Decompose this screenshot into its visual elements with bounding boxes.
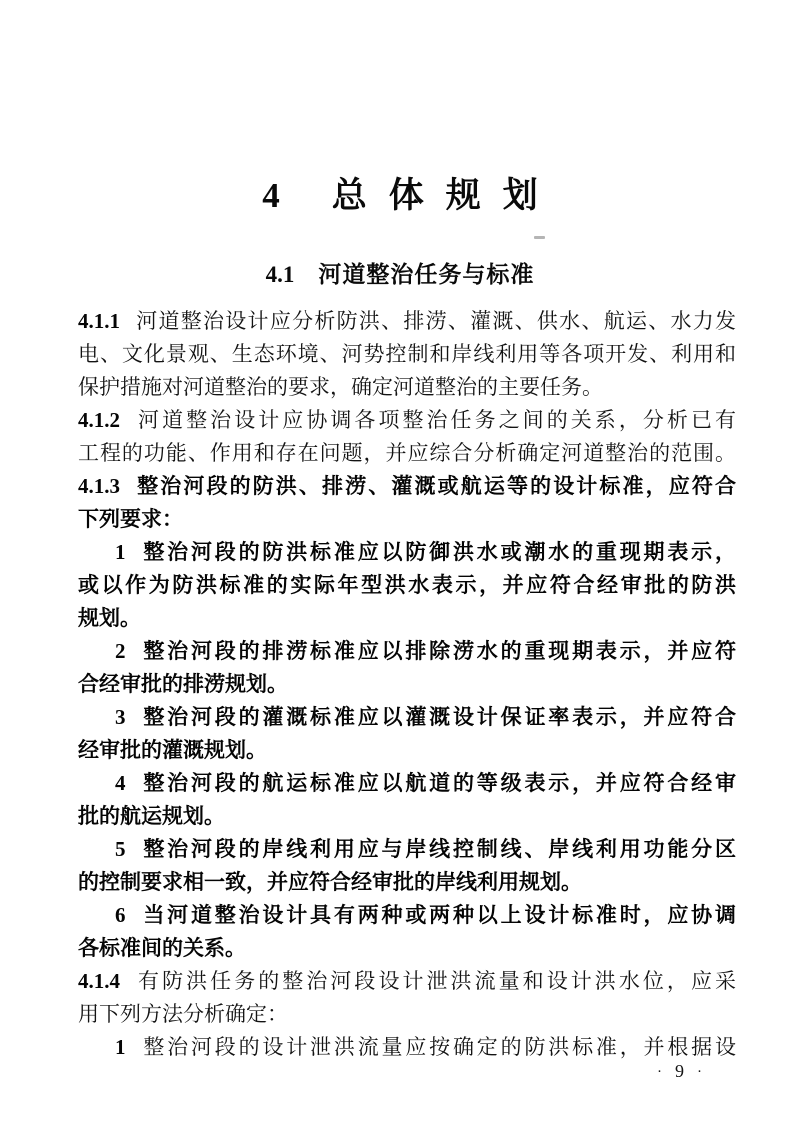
document-body — [78, 305, 736, 1064]
page-number: 9 — [675, 1061, 684, 1081]
line-text: 合经审批的排涝规划。 — [78, 672, 288, 696]
clause-number: 4.1.3 — [78, 474, 120, 498]
line-text: 当河道整治设计具有两种或两种以上设计标准时，应协调 — [140, 903, 736, 927]
clause-number: 6 — [115, 903, 126, 927]
clause-number: 5 — [115, 837, 126, 861]
line-text: 河道整治设计应分析防洪、排涝、灌溉、供水、航运、水力发 — [135, 309, 736, 333]
clause-number: 3 — [115, 705, 126, 729]
clause-number: 2 — [115, 639, 126, 663]
text-line — [78, 602, 736, 635]
chapter-number: 4 — [262, 176, 280, 215]
line-text: 有防洪任务的整治河段设计泄洪流量和设计洪水位，应采 — [135, 969, 736, 993]
line-text: 工程的功能、作用和存在问题，并应综合分析确定河道整治的范围。 — [78, 441, 736, 465]
line-text: 整治河段的航运标准应以航道的等级表示，并应符合经审 — [140, 771, 736, 795]
text-line — [78, 437, 736, 470]
clause-line — [78, 536, 736, 569]
clause-line — [78, 404, 736, 437]
text-line — [78, 800, 736, 833]
line-text: 批的航运规划。 — [78, 804, 225, 828]
line-text: 各标准间的关系。 — [78, 936, 246, 960]
clause-number: 4 — [115, 771, 126, 795]
line-text: 河道整治设计应协调各项整治任务之间的关系，分析已有 — [135, 408, 736, 432]
line-text: 的控制要求相一致，并应符合经审批的岸线利用规划。 — [78, 870, 582, 894]
line-text: 电、文化景观、生态环境、河势控制和岸线利用等各项开发、利用和 — [78, 342, 736, 366]
text-line — [78, 371, 736, 404]
line-text: 整治河段的灌溉标准应以灌溉设计保证率表示，并应符合 — [140, 705, 736, 729]
clause-number: 1 — [115, 540, 126, 564]
section-heading — [0, 256, 800, 289]
clause-line — [78, 965, 736, 998]
clause-line — [78, 701, 736, 734]
text-line — [78, 569, 736, 602]
line-text: 整治河段的排涝标准应以排除涝水的重现期表示，并应符 — [140, 639, 736, 663]
footer-right-dot: · — [697, 1064, 702, 1080]
clause-number: 4.1.4 — [78, 969, 120, 993]
line-text: 用下列方法分析确定： — [78, 1002, 288, 1026]
line-text: 整治河段的防洪、排涝、灌溉或航运等的设计标准，应符合 — [135, 474, 736, 498]
line-text: 下列要求： — [78, 507, 183, 531]
line-text: 整治河段的防洪标准应以防御洪水或潮水的重现期表示， — [140, 540, 736, 564]
section-number: 4.1 — [265, 262, 295, 287]
line-text: 或以作为防洪标准的实际年型洪水表示，并应符合经审批的防洪 — [78, 573, 736, 597]
clause-line — [78, 1031, 736, 1064]
text-line — [78, 338, 736, 371]
text-line — [78, 866, 736, 899]
clause-line — [78, 767, 736, 800]
line-text: 保护措施对河道整治的要求，确定河道整治的主要任务。 — [78, 375, 603, 399]
text-line — [78, 998, 736, 1031]
scan-artifact-mark — [534, 236, 545, 239]
line-text: 整治河段的岸线利用应与岸线控制线、岸线利用功能分区 — [140, 837, 736, 861]
clause-line — [78, 635, 736, 668]
line-text: 经审批的灌溉规划。 — [78, 738, 267, 762]
clause-line — [78, 470, 736, 503]
clause-line — [78, 899, 736, 932]
clause-number: 4.1.2 — [78, 408, 120, 432]
footer-left-dot: · — [657, 1064, 662, 1080]
text-line — [78, 932, 736, 965]
text-line — [78, 668, 736, 701]
clause-number: 1 — [115, 1035, 126, 1059]
page-footer — [78, 1061, 736, 1082]
clause-line — [78, 305, 736, 338]
line-text: 整治河段的设计泄洪流量应按确定的防洪标准，并根据设 — [140, 1035, 736, 1059]
chapter-title — [0, 168, 800, 218]
clause-line — [78, 833, 736, 866]
text-line — [78, 503, 736, 536]
clause-number: 4.1.1 — [78, 309, 120, 333]
chapter-title-text: 总体规划 — [331, 176, 560, 215]
text-line — [78, 734, 736, 767]
line-text: 规划。 — [78, 606, 141, 630]
section-title-text: 河道整治任务与标准 — [318, 262, 535, 287]
